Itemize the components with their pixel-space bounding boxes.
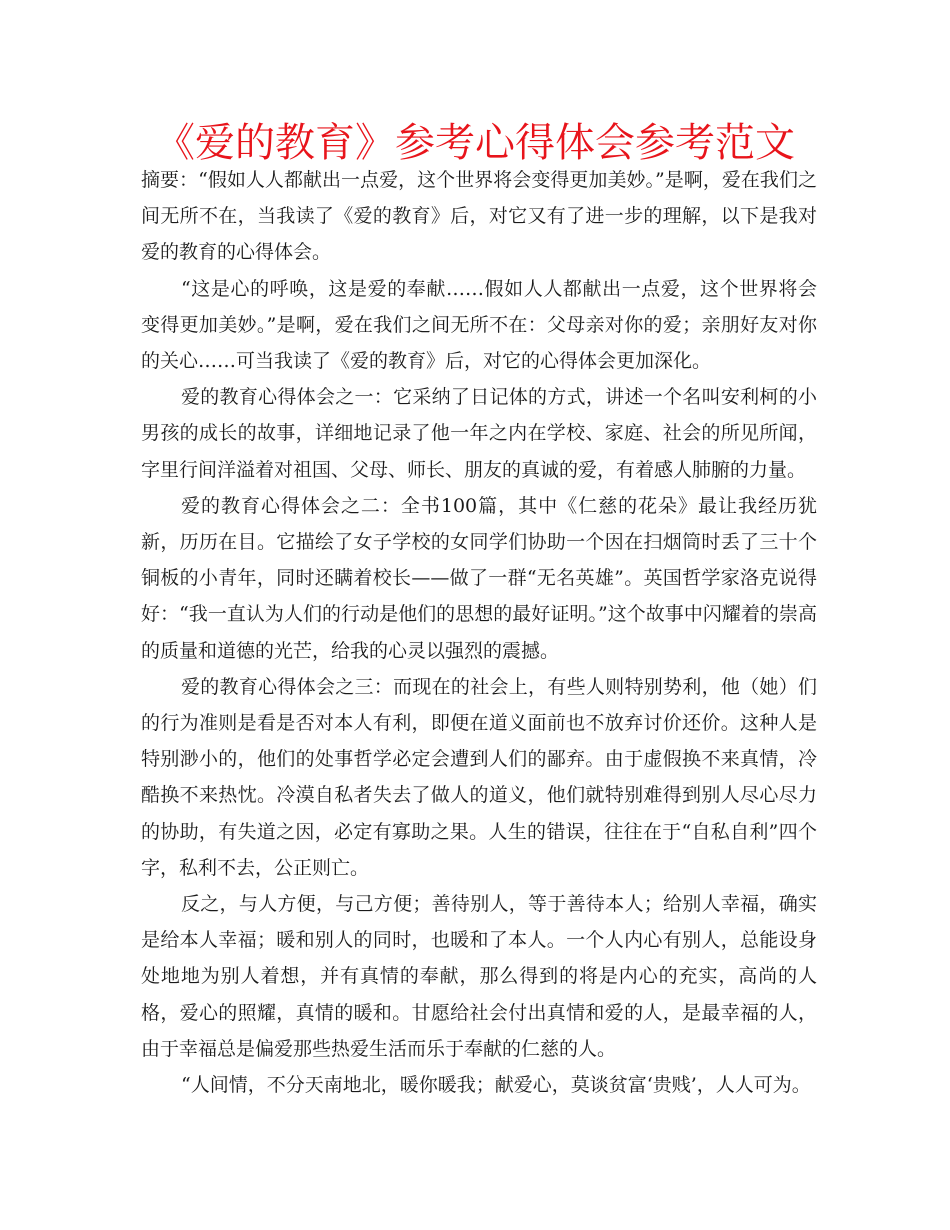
paragraph: “这是心的呼唤，这是爱的奉献……假如人人都献出一点爱，这个世界将会变得更加美妙。”是啊，爱在我们之间无所不在：父母亲对你的爱；亲朋好友对你的关心……可当我读了《爱的教育》后，对它的心得体会更加深化。: [141, 277, 817, 373]
paragraph: 爱的教育心得体会之三：而现在的社会上，有些人则特别势利，他（她）们的行为准则是看是否对本人有利，即便在道义面前也不放弃讨价还价。这种人是特别渺小的，他们的处事哲学必定会遭到人们的鄙弃。由于虚假换不来真情，冷酷换不来热忱。冷漠自私者失去了做人的道义，他们就特别难得到别人尽心尽力的协助，有失道之因，必定有寡助之果。人生的错误，往往在于“自私自利”四个字，私利不去，公正则亡。: [141, 675, 817, 879]
document-title: 《爱的教育》参考心得体会参考范文: [155, 120, 795, 166]
paragraph-abstract: 摘要：“假如人人都献出一点爱，这个世界将会变得更加美妙。”是啊，爱在我们之间无所不在，当我读了《爱的教育》后，对它又有了进一步的理解，以下是我对爱的教育的心得体会。: [141, 169, 817, 264]
document-body: [141, 162, 817, 1103]
paragraph: 爱的教育心得体会之一：它采纳了日记体的方式，讲述一个名叫安利柯的小男孩的成长的故事，详细地记录了他一年之内在学校、家庭、社会的所见所闻，字里行间洋溢着对祖国、父母、师长、朋友的真诚的爱，有着感人肺腑的力量。: [141, 386, 817, 481]
paragraph: “人间情，不分天南地北，暖你暖我；献爱心，莫谈贫富‘贵贱’，人人可为。: [181, 1074, 811, 1097]
paragraph: 反之，与人方便，与己方便；善待别人，等于善待本人；给别人幸福，确实是给本人幸福；暖和别人的同时，也暖和了本人。一个人内心有别人，总能设身处地地为别人着想，并有真情的奉献，那么得到的将是内心的充实，高尚的人格，爱心的照耀，真情的暖和。甘愿给社会付出真情和爱的人，是最幸福的人，由于幸福总是偏爱那些热爱生活而乐于奉献的仁慈的人。: [141, 893, 817, 1060]
paragraph: 爱的教育心得体会之二：全书100篇，其中《仁慈的花朵》最让我经历犹新，历历在目。它描绘了女子学校的女同学们协助一个因在扫烟筒时丢了三十个铜板的小青年，同时还瞒着校长——做了一群“无名英雄”。英国哲学家洛克说得好：“我一直认为人们的行动是他们的思想的最好证明。”这个故事中闪耀着的崇高的质量和道德的光芒，给我的心灵以强烈的震撼。: [141, 494, 817, 662]
